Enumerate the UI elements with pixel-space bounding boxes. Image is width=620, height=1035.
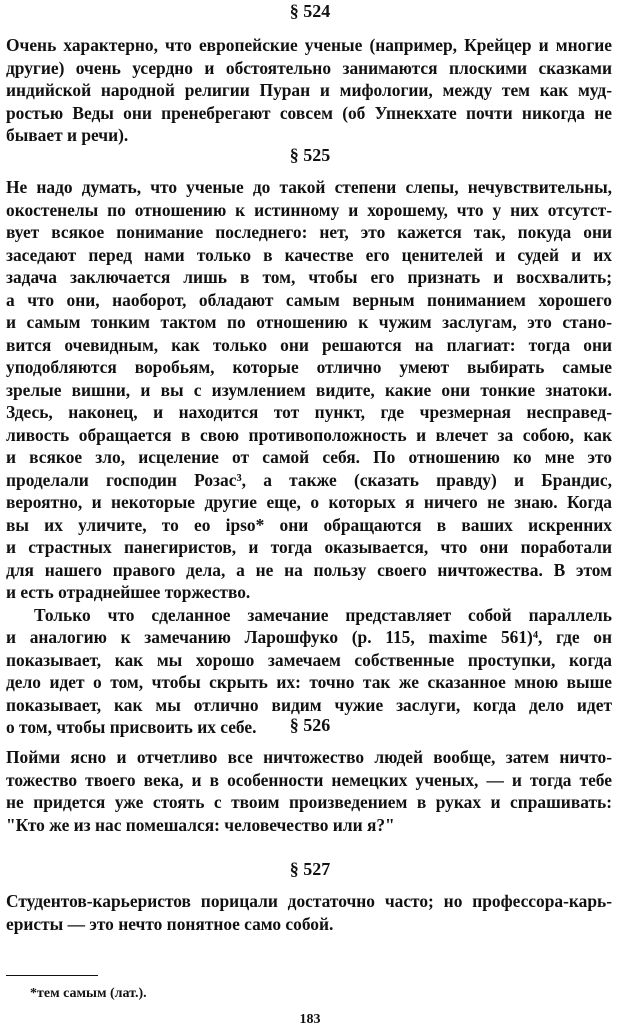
section-524-text (6, 34, 612, 147)
text-line: окостенелы по отношению к истинному и хорошему, что у них отсутст- (6, 199, 612, 220)
text-line: вероятно, и некоторые другие еще, о которых я ничего не знаю. Когда (6, 492, 612, 512)
text-line: Пойми ясно и отчетливо все ничтожество людей вообще, затем ничто- (6, 747, 612, 767)
section-heading-524: § 524 (289, 1, 331, 21)
text-line: о том, чтобы присвоить их себе. (6, 717, 257, 737)
footnote: *тем самым (лат.). (30, 986, 147, 1001)
text-line: задача заключается лишь в том, чтобы его признать и восхвалить; (6, 267, 612, 287)
text-line: ростью Веды они пренебрегают совсем (об Упнекхате почти никогда не (6, 102, 612, 123)
section-526-text (6, 746, 612, 836)
section-heading-525: § 525 (289, 145, 331, 165)
text-line: "Кто же из нас помешался: человечество или я?" (6, 814, 395, 835)
text-line: а что они, наоборот, обладают самым верным пониманием хорошего (6, 289, 612, 310)
text-line: и страстных панегиристов, и тогда оказывается, что они поработали (6, 537, 612, 557)
section-heading-527: § 527 (289, 859, 331, 879)
text-line: вует всякое понимание последнего: нет, это кажется так, покуда они (6, 222, 612, 242)
section-heading-526: § 526 (289, 715, 331, 735)
text-line: другие) очень усердно и обстоятельно занимаются плоскими сказками (6, 57, 612, 78)
text-line: уподобляются воробьям, которые отлично умеют выбирать самые (6, 357, 612, 377)
text-line: дело идет о том, чтобы скрыть их: точно так же сказанное мною выше (6, 672, 612, 692)
text-line: зрелые вишни, и вы с изумлением видите, какие они тонкие знатоки. (6, 379, 612, 400)
text-line: не придется уже стоять с твоим произведением в руках и спрашивать: (6, 792, 612, 812)
text-line: Здесь, наконец, и находится тот пункт, где чрезмерная несправед- (6, 402, 612, 422)
text-line: Не надо думать, что ученые до такой степени слепы, нечувствительны, (6, 177, 612, 197)
text-line: и всякое зло, исцеление от самой себя. По отношению ко мне это (6, 447, 612, 467)
text-line: еристы — это нечто понятное само собой. (6, 913, 334, 934)
text-line: вится очевидным, как только они решаются на плагиат: тогда они (6, 334, 612, 355)
text-line: тожество твоего века, и в особенности немецких ученых, — и тогда тебе (6, 769, 612, 790)
text-line: индийской народной религии Пуран и мифологии, между тем как муд- (6, 80, 612, 100)
text-line: заседают перед нами только в качестве его ценителей и судей и их (6, 244, 612, 265)
text-line: и самым тонким тактом по отношению к чужим заслугам, это стано- (6, 312, 612, 332)
text-line: проделали господин Розас³, а также (сказать правду) и Брандис, (6, 469, 612, 490)
text-line: ливость обращается в свою противоположность и влечет за собою, как (6, 424, 612, 445)
section-527-text (6, 890, 612, 935)
page-number: 183 (299, 1012, 321, 1027)
text-line: и есть отраднейшее торжество. (6, 582, 251, 602)
text-line: вы их уличите, то ео ipso* они обращаются в ваших искренних (6, 514, 612, 535)
text-line: бывает и речи). (6, 125, 129, 145)
text-line: и аналогию к замечанию Ларошфуко (р. 115, maxime 561)⁴, где он (6, 627, 612, 647)
text-line: Очень характерно, что европейские ученые (например, Крейцер и многие (6, 35, 612, 55)
text-line: показывает, как мы хорошо замечаем собственные проступки, когда (6, 649, 612, 670)
text-line: Только что сделанное замечание представляет собой параллель (34, 604, 612, 625)
section-525-text (6, 176, 612, 739)
text-line: Студентов-карьеристов порицали достаточно часто; но профессора-карь- (6, 891, 612, 911)
footnote-divider (6, 975, 98, 976)
text-line: показывает, как мы отлично видим чужие заслуги, когда дело идет (6, 694, 612, 715)
text-line: для нашего правого дела, а не на пользу своего ничтожества. В этом (6, 559, 612, 580)
